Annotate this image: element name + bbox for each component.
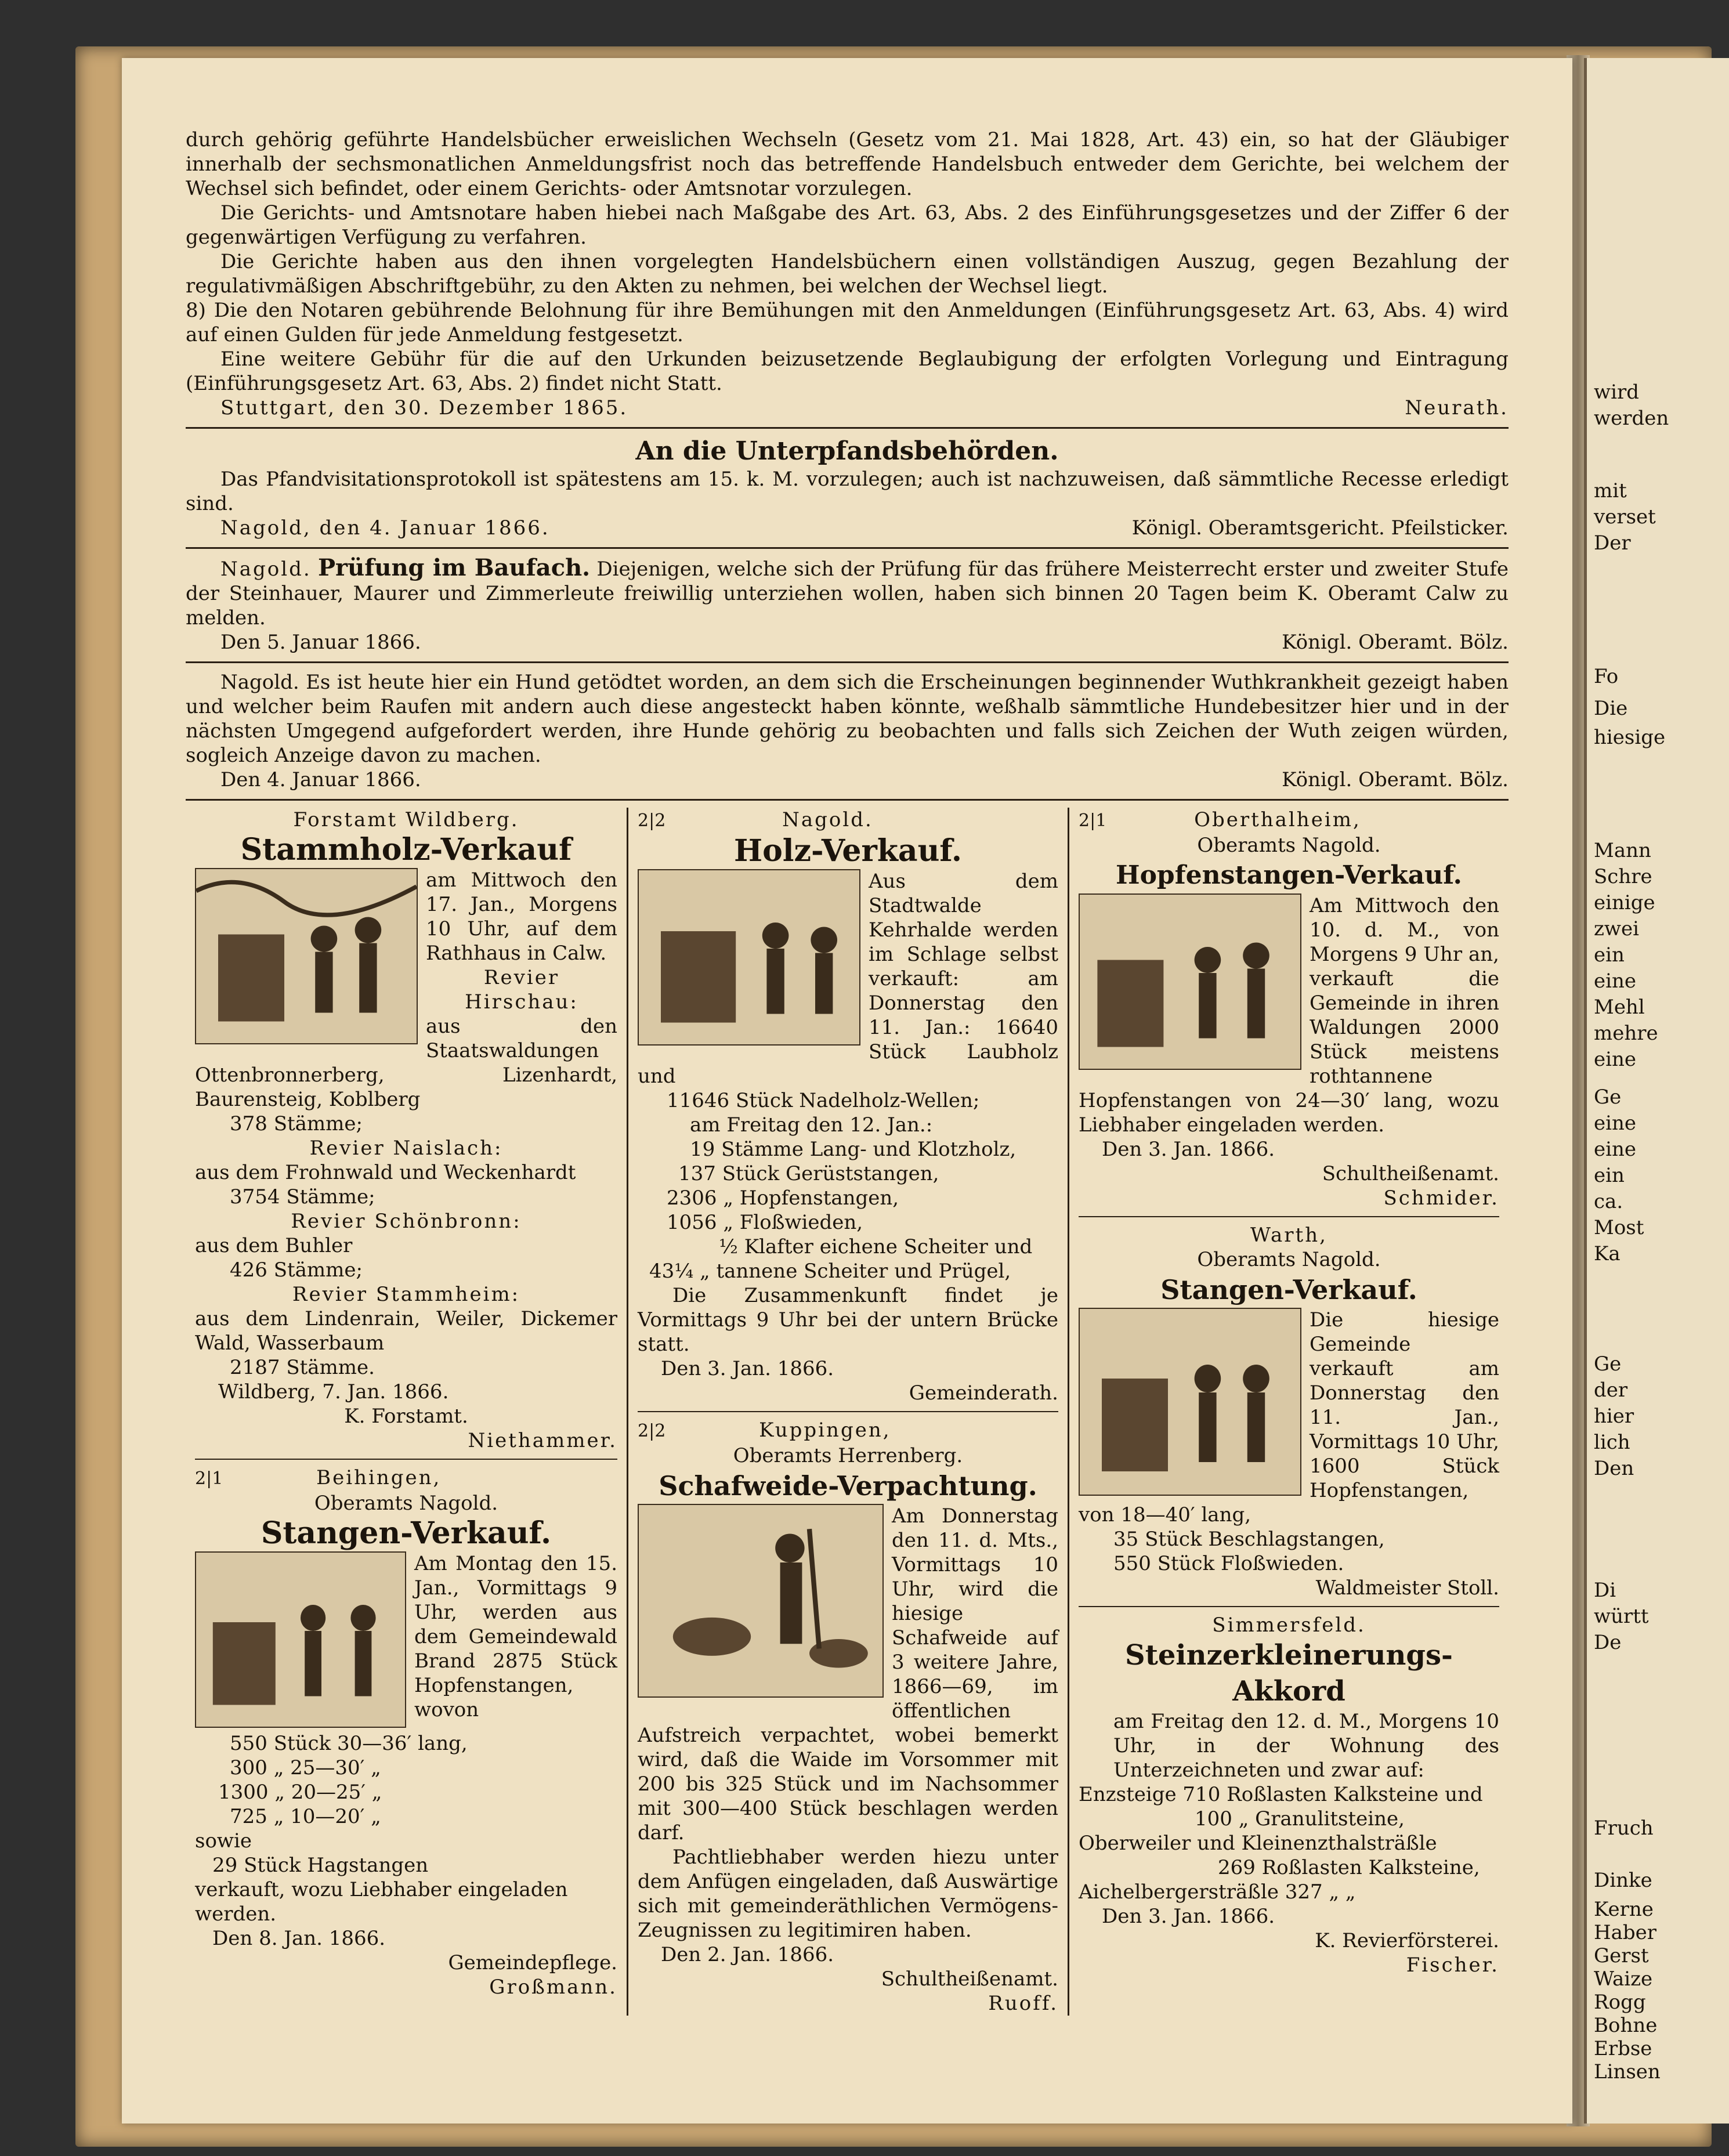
- next-page-fragment: Erbse: [1594, 2037, 1652, 2060]
- next-page-fragment: einige: [1594, 891, 1655, 914]
- ad-column-2: [627, 808, 1068, 2016]
- ad-line: ½ Klafter eichene Scheiter und: [719, 1235, 1033, 1258]
- divider: [638, 1411, 1058, 1412]
- woodcut-illustration: [195, 1551, 406, 1728]
- date: Den 5. Januar 1866.: [220, 631, 421, 654]
- next-page-fragment: ca.: [1594, 1190, 1623, 1213]
- ad-oberthalheim: [1079, 808, 1499, 1210]
- next-page-fragment: eine: [1594, 1048, 1637, 1071]
- signature: Schmider.: [1383, 1186, 1499, 1210]
- woodcut-illustration: [1079, 1308, 1301, 1496]
- ad-text: Pachtliebhaber werden hiezu unter dem Anfügen eingeladen, daß Auswärtige sich mit gemeinderäthlichen Vermögens-Zeugnissen zu legitimiren haben.: [638, 1846, 1058, 1942]
- ad-line: 29 Stück Hagstangen: [212, 1854, 429, 1877]
- date: Den 4. Januar 1866.: [220, 768, 421, 791]
- next-page-fragment: Ge: [1594, 1352, 1622, 1376]
- ad-text: Am Mittwoch den 10. d. M., von Morgens 9 Uhr an, verkauft die Gemeinde in ihren Waldungen 2000 Stück meistens rothtannene Hopfenstangen von 24—30′ lang, wozu Liebhaber eingeladen werden.: [1079, 894, 1499, 1137]
- ad-number: 2|2: [638, 1421, 666, 1441]
- place-date: Wildberg, 7. Jan. 1866.: [218, 1380, 449, 1403]
- ad-text: aus den Staatswaldungen Ottenbronnerberg, Lizenhardt, Baurensteig, Koblberg: [195, 1015, 617, 1111]
- ad-text: am Mittwoch den 17. Jan., Morgens 10 Uhr, auf dem Rathhaus in Calw.: [426, 869, 617, 965]
- ad-line: 43¼ „ tannene Scheiter und Prügel,: [649, 1260, 1011, 1283]
- ad-line: 550 Stück 30—36′ lang,: [230, 1732, 468, 1755]
- divider: [186, 661, 1509, 663]
- ad-line: 100 „ Granulitsteine,: [1195, 1807, 1405, 1831]
- ad-text: verkauft, wozu Liebhaber eingeladen werden.: [195, 1878, 568, 1926]
- next-page-fragment: lich: [1594, 1431, 1630, 1454]
- signature: Königl. Oberamt. Bölz.: [1282, 631, 1509, 654]
- next-page-fragment: Ka: [1594, 1242, 1621, 1265]
- ad-count: 2187 Stämme.: [230, 1356, 375, 1379]
- ad-line: Enzsteige 710 Roßlasten Kalksteine und: [1079, 1783, 1483, 1806]
- advertisement-columns: [186, 808, 1509, 2016]
- ad-place: Kuppingen,: [759, 1419, 891, 1442]
- divider: [1079, 1216, 1499, 1217]
- ad-holz: [638, 808, 1058, 1405]
- next-page-fragment: Kerne: [1594, 1898, 1654, 1921]
- next-page-fragment: mit: [1594, 479, 1627, 502]
- next-page-fragment: hier: [1594, 1405, 1634, 1428]
- ad-line: 11646 Stück Nadelholz-Wellen;: [667, 1089, 980, 1112]
- signature: Neurath.: [1405, 396, 1509, 419]
- ad-number: 2|1: [195, 1468, 223, 1489]
- woodcut-illustration: [195, 868, 418, 1044]
- ad-line: sowie: [195, 1829, 252, 1853]
- next-page-fragment: Der: [1594, 531, 1631, 555]
- divider: [186, 799, 1509, 801]
- ad-schafweide: [638, 1418, 1058, 2016]
- ad-district: Oberamts Nagold.: [1197, 1248, 1381, 1271]
- ad-text: aus dem Frohnwald und Weckenhardt: [195, 1161, 576, 1184]
- signature: Großmann.: [489, 1976, 617, 1999]
- ad-count: 3754 Stämme;: [230, 1185, 375, 1209]
- signature: K. Forstamt.: [344, 1405, 468, 1428]
- ad-title: Schafweide-Verpachtung.: [659, 1470, 1037, 1502]
- signature: Schultheißenamt.: [1322, 1162, 1499, 1185]
- ad-text: am Freitag den 12. d. M., Morgens 10 Uhr, in der Wohnung des Unterzeichneten und zwar auf:: [1113, 1710, 1499, 1782]
- page-content: [186, 128, 1509, 2016]
- ad-text: Die hiesige Gemeinde verkauft am Donnerstag den 11. Jan., Vormittags 10 Uhr, 1600 Stück Hopfenstangen, von 18—40′ lang,: [1079, 1308, 1499, 1526]
- divider: [186, 547, 1509, 549]
- next-page-fragment: Most: [1594, 1216, 1644, 1239]
- notice-place: Nagold.: [220, 558, 312, 581]
- ad-title: Holz-Verkauf.: [733, 833, 963, 869]
- revier-label: Revier Hirschau:: [465, 966, 578, 1014]
- ad-title: Stangen-Verkauf.: [1160, 1274, 1417, 1305]
- intro-paragraph: Die Gerichts- und Amtsnotare haben hiebei nach Maßgabe des Art. 63, Abs. 2 des Einführungsgesetzes und der Ziffer 6 der gegenwärtigen Verfügung zu verfahren.: [186, 201, 1509, 249]
- notice-footer: [186, 516, 1509, 540]
- ad-text: Die Zusammenkunft findet je Vormittags 9 Uhr bei der untern Brücke statt.: [638, 1284, 1058, 1356]
- signature: Gemeinderath.: [909, 1381, 1058, 1405]
- next-page-fragment: wird: [1594, 381, 1639, 404]
- ad-title: Steinzerkleinerungs-Akkord: [1125, 1639, 1453, 1708]
- ad-line: am Freitag den 12. Jan.:: [690, 1113, 933, 1137]
- next-page-fragment: Ge: [1594, 1086, 1622, 1109]
- ad-stammholz: [195, 808, 617, 1453]
- ad-count: 426 Stämme;: [230, 1258, 363, 1282]
- next-page-fragment: ein: [1594, 1164, 1625, 1187]
- next-page-fragment: hiesige: [1594, 726, 1666, 749]
- ad-text: aus dem Lindenrain, Weiler, Dickemer Wald, Wasserbaum: [195, 1307, 617, 1355]
- notice-footer: [186, 768, 1509, 792]
- notice-footer: [186, 630, 1509, 654]
- signature: Waldmeister Stoll.: [1315, 1576, 1499, 1600]
- ad-title: Stangen-Verkauf.: [261, 1515, 552, 1551]
- ad-line: Aichelbergersträßle 327 „ „: [1079, 1880, 1356, 1904]
- signature: Königl. Oberamtsgericht. Pfeilsticker.: [1131, 516, 1509, 540]
- ad-count: 378 Stämme;: [230, 1112, 363, 1135]
- ad-column-3: [1068, 808, 1509, 2016]
- woodcut-illustration: [638, 869, 860, 1046]
- next-page-fragment: ein: [1594, 943, 1625, 967]
- ad-simmersfeld: [1079, 1613, 1499, 1977]
- place-date: Stuttgart, den 30. Dezember 1865.: [220, 396, 628, 419]
- signature: Königl. Oberamt. Bölz.: [1282, 768, 1509, 791]
- next-page-fragment: Haber: [1594, 1921, 1657, 1944]
- ad-line: 137 Stück Gerüststangen,: [678, 1162, 939, 1185]
- signature: Niethammer.: [468, 1429, 617, 1452]
- ad-district: Oberamts Nagold.: [314, 1492, 498, 1515]
- ad-warth: [1079, 1223, 1499, 1600]
- intro-paragraph: 8) Die den Notaren gebührende Belohnung für ihre Bemühungen mit den Anmeldungen (Einführungsgesetz Art. 63, Abs. 4) wird auf einen Gulden für jede Anmeldung festgesetzt.: [186, 299, 1509, 346]
- intro-paragraph: Eine weitere Gebühr für die auf den Urkunden beizusetzende Beglaubigung der erfolgten Vorlegung und Eintragung (Einführungsgesetz Art. 63, Abs. 2) findet nicht Statt.: [186, 348, 1509, 395]
- next-page-fragment: Waize: [1594, 1967, 1653, 1991]
- ad-line: 1056 „ Floßwieden,: [667, 1211, 863, 1234]
- ad-text: Am Montag den 15. Jan., Vormittags 9 Uhr, werden aus dem Gemeindewald Brand 2875 Stück Hopfenstangen, wovon: [414, 1552, 617, 1721]
- intro-footer: [186, 396, 1509, 420]
- ad-line: 550 Stück Floßwieden.: [1113, 1552, 1344, 1575]
- ad-office: Forstamt Wildberg.: [293, 808, 519, 831]
- ad-line: 269 Roßlasten Kalksteine,: [1218, 1856, 1480, 1879]
- revier-label: Revier Stammheim:: [292, 1283, 520, 1306]
- signature: Schultheißenamt.: [881, 1967, 1058, 1991]
- ad-line: 19 Stämme Lang- und Klotzholz,: [690, 1138, 1017, 1161]
- notice-heading: An die Unterpfandsbehörden.: [635, 436, 1059, 466]
- date: Den 2. Jan. 1866.: [661, 1943, 834, 1966]
- pruefung-notice: [186, 556, 1509, 654]
- ad-place: Simmersfeld.: [1212, 1614, 1366, 1637]
- revier-label: Revier Schönbronn:: [291, 1210, 522, 1233]
- ad-district: Oberamts Herrenberg.: [733, 1444, 963, 1467]
- ad-title: Stammholz-Verkauf: [240, 832, 572, 867]
- signature: Ruoff.: [988, 1992, 1058, 2015]
- divider: [186, 427, 1509, 429]
- next-page-fragment: mehre: [1594, 1022, 1658, 1045]
- ad-place: Oberthalheim,: [1194, 808, 1361, 831]
- ad-beihingen: [195, 1466, 617, 1999]
- ad-line: 1300 „ 20—25′ „: [218, 1781, 382, 1804]
- next-page-fragment: Bohne: [1594, 2014, 1658, 2037]
- ad-line: 35 Stück Beschlagstangen,: [1113, 1528, 1385, 1551]
- next-page-fragment: Fo: [1594, 665, 1619, 688]
- notice-text: Das Pfandvisitationsprotokoll ist spätestens am 15. k. M. vorzulegen; auch ist nachzuweisen, daß sämmtliche Recesse erledigt sind.: [186, 468, 1509, 515]
- signature: Gemeindepflege.: [448, 1951, 617, 1974]
- notice-text: Nagold. Es ist heute hier ein Hund getödtet worden, an dem sich die Erscheinungen beginnender Wuthkrankheit gezeigt haben und welcher beim Raufen mit andern auch diese angesteckt haben könnte, weßhalb sämmtliche Hundebesitzer hier und in der nächsten Umgegend aufgefordert werden, ihre Hunde gehörig zu beobachten und falls sich Zeichen der Wuth zeigen würden, sogleich Anzeige davon zu machen.: [186, 671, 1509, 767]
- hund-notice: [186, 670, 1509, 792]
- next-page-fragment: werden: [1594, 407, 1669, 430]
- next-page-fragment: Dinke: [1594, 1869, 1652, 1892]
- unterpfand-notice: [186, 436, 1509, 540]
- next-page-fragment: Rogg: [1594, 1991, 1646, 2014]
- next-page-fragment: württ: [1594, 1605, 1649, 1628]
- divider: [195, 1459, 617, 1460]
- ad-place: Nagold.: [782, 808, 873, 831]
- next-page-fragment: Den: [1594, 1457, 1634, 1480]
- next-page-fragment: der: [1594, 1379, 1628, 1402]
- ad-number: 2|2: [638, 811, 666, 831]
- next-page-fragment: Gerst: [1594, 1944, 1649, 1967]
- divider: [1079, 1606, 1499, 1607]
- ad-place: Warth,: [1250, 1224, 1328, 1247]
- ad-place: Beihingen,: [316, 1466, 442, 1489]
- place-date: Nagold, den 4. Januar 1866.: [220, 516, 550, 540]
- ad-line: 2306 „ Hopfenstangen,: [667, 1186, 899, 1210]
- ad-line: Oberweiler und Kleinenzthalsträßle: [1079, 1832, 1437, 1855]
- ad-district: Oberamts Nagold.: [1197, 834, 1381, 857]
- ad-line: 300 „ 25—30′ „: [230, 1756, 381, 1779]
- ad-text: Aus dem Stadtwalde Kehrhalde werden im Schlage selbst verkauft: am Donnerstag den 11. Jan.: 16640 Stück Laubholz und: [638, 870, 1058, 1088]
- signature: K. Revierförsterei.: [1315, 1929, 1499, 1952]
- ad-title: Hopfenstangen-Verkauf.: [1116, 860, 1462, 890]
- notice-text: Diejenigen, welche sich der Prüfung für das frühere Meisterrecht erster und zweiter Stufe der Steinhauer, Maurer und Zimmerleute freiwillig unterziehen wollen, haben sich binnen 20 Tagen beim K. Oberamt Calw zu melden.: [186, 558, 1509, 630]
- notice-heading: Prüfung im Baufach.: [317, 554, 591, 581]
- intro-section: [186, 128, 1509, 420]
- woodcut-illustration: [638, 1504, 884, 1698]
- date: Den 8. Jan. 1866.: [212, 1927, 386, 1950]
- next-page-fragment: eine: [1594, 1112, 1637, 1135]
- ad-number: 2|1: [1079, 811, 1107, 831]
- next-page-fragment: Di: [1594, 1579, 1616, 1602]
- ad-text: Am Donnerstag den 11. d. Mts., Vormittags 10 Uhr, wird die hiesige Schafweide auf 3 weitere Jahre, 1866—69, im öffentlichen Aufstreich verpachtet, wobei bemerkt wird, daß die Waide im Vorsommer mit 200 bis 325 Stück und im Nachsommer mit 300—400 Stück beschlagen werden darf.: [638, 1504, 1058, 1844]
- revier-label: Revier Naislach:: [309, 1137, 503, 1160]
- next-page-fragment: Fruch: [1594, 1817, 1654, 1840]
- signature: Fischer.: [1406, 1954, 1499, 1977]
- date: Den 3. Jan. 1866.: [1102, 1905, 1275, 1928]
- intro-paragraph: durch gehörig geführte Handelsbücher erweislichen Wechseln (Gesetz vom 21. Mai 1828, Art. 43) ein, so hat der Gläubiger innerhalb der sechsmonatlichen Anmeldungsfrist noch das betreffende Handelsbuch entweder dem Gerichte, bei welchem der Wechsel sich befindet, oder einem Gerichts- oder Amtsnotar vorzulegen.: [186, 128, 1509, 200]
- ad-column-1: [186, 808, 627, 2016]
- ad-line: 725 „ 10—20′ „: [230, 1805, 381, 1828]
- next-page-fragment: zwei: [1594, 917, 1640, 940]
- woodcut-illustration: [1079, 893, 1301, 1070]
- next-page-edge: [1584, 58, 1729, 2124]
- date: Den 3. Jan. 1866.: [661, 1357, 834, 1380]
- date: Den 3. Jan. 1866.: [1102, 1138, 1275, 1161]
- next-page-fragment: eine: [1594, 970, 1637, 993]
- intro-paragraph: Die Gerichte haben aus den ihnen vorgelegten Handelsbüchern einen vollständigen Auszug, gegen Bezahlung der regulativmäßigen Abschriftgebühr, zu den Akten zu nehmen, bei welchen der Wechsel liegt.: [186, 250, 1509, 298]
- next-page-fragment: Linsen: [1594, 2060, 1661, 2083]
- next-page-fragment: Mann: [1594, 839, 1651, 862]
- next-page-fragment: Die: [1594, 697, 1628, 720]
- next-page-fragment: De: [1594, 1631, 1622, 1654]
- ad-text: aus dem Buhler: [195, 1234, 353, 1257]
- next-page-fragment: Mehl: [1594, 996, 1645, 1019]
- next-page-fragment: Schre: [1594, 865, 1652, 888]
- newspaper-page: [122, 58, 1572, 2124]
- next-page-fragment: eine: [1594, 1138, 1637, 1161]
- next-page-fragment: verset: [1594, 505, 1656, 529]
